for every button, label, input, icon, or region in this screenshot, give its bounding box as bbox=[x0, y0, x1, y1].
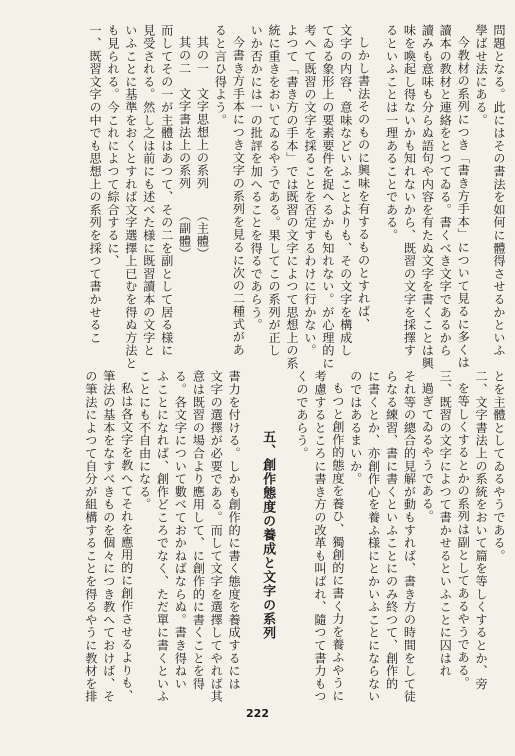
text-column: の筆法によつて自分が組構することを得るやうに教材を排 bbox=[83, 370, 98, 703]
lower-text-block bbox=[39, 370, 507, 703]
text-column: 考慮するところに書き方の改革も叫ばれ、隨つて書力もつ bbox=[312, 370, 327, 703]
text-column: 統に重きをおいてゐるやうである。果してこの系列が正し bbox=[267, 24, 282, 357]
text-column: らなる練習、書に書くといふことにのみ終つて、創作的 bbox=[384, 370, 399, 690]
text-column: を等しくするとかの系列は副としてあるやうである。 bbox=[456, 382, 471, 690]
text-column: 私は各文字を教へてそれを應用的に創作させるよりも、 bbox=[119, 382, 134, 702]
text-column: しかし書法そのものに興味を有するものとすれば、 bbox=[356, 36, 371, 331]
text-column: る。各文字について數べておかねばならぬ。書き得ねい bbox=[173, 370, 188, 690]
page-number: 222 bbox=[246, 707, 269, 720]
text-column: 味を喚起し得ないかも知れないから、既習の文字を採擇す bbox=[402, 24, 417, 357]
text-column: 其の二 文字書法上の系列 （副體） bbox=[177, 36, 192, 261]
text-column: 文字の内容、意味などいふことよりも、その文字を構成し bbox=[338, 24, 353, 357]
text-column: 二、文字書法上の系統をおいて篇を等しくするとか、旁 bbox=[474, 370, 489, 690]
text-column: 考へて既習の文字を採ることを否定するわけに行かない。 bbox=[302, 24, 317, 357]
text-column: ると言ひ得よう。 bbox=[213, 24, 228, 127]
text-column: ふことになれば、創作どころでなく、ただ單に書くといふ bbox=[155, 370, 170, 703]
text-column: 筆法の基本をなすべきものを個々につき教へておけば、そ bbox=[101, 370, 116, 703]
upper-text-block bbox=[39, 24, 507, 370]
text-column: 今書き方手本につき文字の系列を見るに次の二種式があ bbox=[231, 36, 246, 356]
text-column: それ等の總合的見解が動もすれば、書き方の時間をして徒 bbox=[402, 370, 417, 703]
text-column: 今教材の系列につき「書き方手本」について見るに多くは bbox=[456, 36, 471, 369]
text-column: 問題となる。此にはその書法を如何に體得させるかといふ bbox=[492, 24, 506, 357]
text-column: とを主體としてゐるやうである。 bbox=[492, 370, 506, 562]
text-column bbox=[372, 24, 382, 352]
text-column: 過ぎてゐるやうである。 bbox=[420, 382, 435, 523]
text-column: 三、既習の文字によつて書かせるといふことに囚はれ bbox=[438, 370, 453, 678]
text-column: 一、既習文字の中でも思想上の系列を採つて書かせるこ bbox=[88, 24, 103, 344]
text-column: 讀本の教材と連絡をとつてゐる。書くべき文字であるから bbox=[438, 24, 453, 357]
text-column: てゐる象形上の要素要件を捉へるかも知れない。が心理的に bbox=[320, 24, 335, 370]
text-column: のではあるまいか。 bbox=[348, 370, 363, 486]
text-column: に書くとか、亦創作心を養ふ様にとかいふことにならない bbox=[366, 370, 381, 703]
text-column: るといふことは一理あることである。 bbox=[384, 24, 399, 242]
text-column: 意は既習の場合より應用して、に創作的に書くことを得 bbox=[191, 370, 206, 690]
text-column: いか否かには一の批評を加へることを得るであらう。 bbox=[249, 24, 264, 332]
text-column: も見られる。今これによつて綜合するに、 bbox=[105, 24, 120, 268]
text-column: 讀みも意味も分らぬ語句や内容を有たぬ文字を書くことは興 bbox=[420, 24, 435, 370]
text-column: 文字の選擇が必要である。而して文字を選擇してやれば其 bbox=[209, 370, 224, 703]
text-column: いふことに基準をおくとすれば文字選擇上已むを得ぬ方法と bbox=[123, 24, 138, 370]
text-column: 其の一 文字思想上の系列 （主體） bbox=[195, 36, 210, 261]
text-column: 書力を付ける。しかも創作的に書く態度を養成するには bbox=[227, 370, 242, 690]
text-column: ことにも不自由になる。 bbox=[137, 370, 152, 511]
text-column: 而してその一が主體はあつて、その二を副として居る様に bbox=[159, 24, 174, 357]
text-column: 見受される。然し之は前にも述べた様に既習讀本の文字と bbox=[141, 24, 156, 357]
text-column: 學ばせ法にある。 bbox=[474, 24, 489, 127]
section-heading: 五、創作態度の養成と文字の系列 bbox=[260, 430, 276, 640]
text-column: もつと創作的態度を養ひ、獨創的に書く力を養ふやうに bbox=[330, 382, 345, 702]
text-column: くのであらう。 bbox=[295, 370, 310, 460]
text-column: よつて「書き方の手本」では既習の文字によつて思想上の系 bbox=[285, 24, 300, 370]
